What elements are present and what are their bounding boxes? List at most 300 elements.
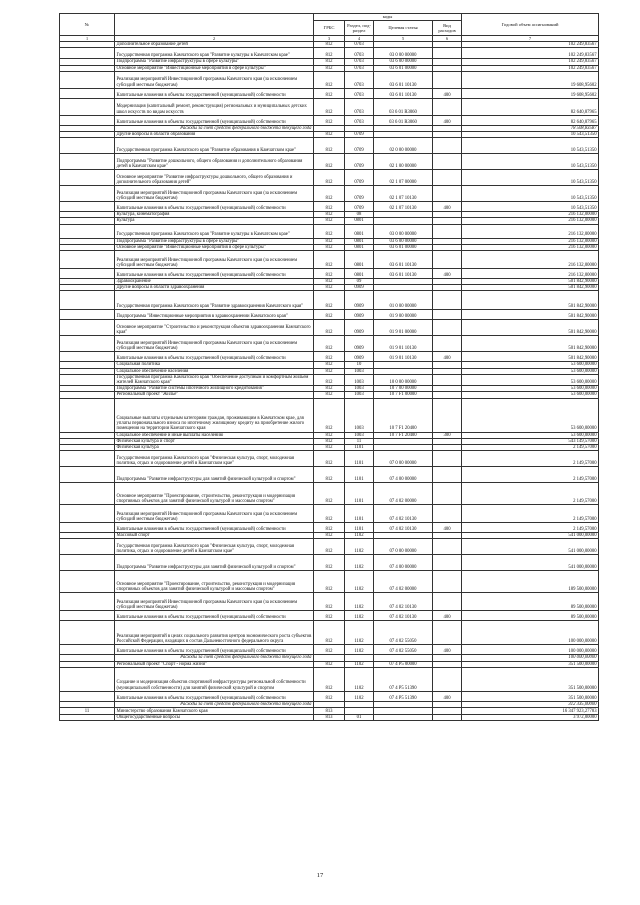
cell-section: 0703: [345, 98, 374, 115]
budget-table-sheet: [59, 13, 598, 721]
cell-name: Подпрограмма "Развитие инфраструктуры в сфере культуры": [115, 59, 314, 65]
cell-amount: 10 543,51350: [462, 138, 599, 154]
header-codes: коды: [314, 14, 462, 21]
cell-amount: 2 149,57000: [462, 467, 599, 483]
cell-grbs: 812: [314, 505, 345, 523]
cell-target-article: 10 0 00 00000: [374, 374, 433, 385]
cell-section: 1102: [345, 621, 374, 645]
cell-expense-type: [433, 539, 462, 555]
cell-name: Дополнительное образование детей: [115, 42, 314, 48]
cell-name: Капитальные вложения в объекты государственной (муниципальной) собственности: [115, 611, 314, 621]
cell-target-article: 07 0 00 00000: [374, 451, 433, 467]
cell-amount: 541 000,00000: [462, 533, 599, 539]
cell-section: 0909: [345, 291, 374, 310]
cell-section: 0801: [345, 244, 374, 250]
cell-grbs: 812: [314, 279, 345, 285]
cell-amount: 53 600,00000: [462, 432, 599, 438]
cell-amount: 102 249,83567: [462, 48, 599, 59]
cell-target-article: 07 4 02 55050: [374, 621, 433, 645]
cell-name: Государственная программа Камчатского края "Развитие культуры в Камчатском крае": [115, 224, 314, 238]
cell-target-article: 01 9 00 00000: [374, 310, 433, 320]
cell-name: Основное мероприятие "Инвестиционные мероприятия в сфере культуры": [115, 65, 314, 71]
cell-section: 0709: [345, 132, 374, 138]
cell-expense-type: [433, 291, 462, 310]
table-row: [60, 467, 599, 483]
cell-section: 1003: [345, 392, 374, 398]
cell-name: Подпрограмма "Развитие инфраструктуры в сфере культуры": [115, 238, 314, 244]
cell-name: Капитальные вложения в объекты государственной (муниципальной) собственности: [115, 269, 314, 279]
cell-target-article: 03 6 01 00000: [374, 65, 433, 71]
cell-target-article: 07 4 00 00000: [374, 467, 433, 483]
table-row: [60, 170, 599, 186]
cell-amount: 53 600,00000: [462, 398, 599, 432]
budget-table: [59, 13, 599, 721]
cell-expense-type: [433, 374, 462, 385]
cell-section: 1101: [345, 523, 374, 533]
cell-target-article: 03 6 01 10130: [374, 88, 433, 98]
table-row: [60, 505, 599, 523]
cell-amount: 100 000,00000: [462, 645, 599, 655]
cell-section: 0801: [345, 269, 374, 279]
cell-section: 1102: [345, 645, 374, 655]
cell-section: 0909: [345, 320, 374, 336]
col-number-3: 3: [314, 36, 345, 42]
cell-amount: 501 842,90000: [462, 279, 599, 285]
cell-grbs: 812: [314, 438, 345, 444]
table-row: [60, 186, 599, 202]
cell-amount: 10 543,51350: [462, 132, 599, 138]
cell-grbs: 812: [314, 621, 345, 645]
cell-target-article: [374, 708, 433, 715]
cell-number: [60, 611, 115, 621]
cell-number: [60, 571, 115, 593]
header-target: Целевая статья: [374, 21, 433, 36]
cell-expense-type: 400: [433, 691, 462, 701]
cell-name: Модернизация (капитальный ремонт, реконструкция) региональных и муниципальных детских школ искусств по видам искусств: [115, 98, 314, 115]
cell-grbs: 812: [314, 392, 345, 398]
cell-section: 1003: [345, 386, 374, 392]
cell-name: Основное мероприятие "Строительство и реконструкция объектов здравоохранения Камчатского края": [115, 320, 314, 336]
cell-target-article: 03 6 01 00000: [374, 244, 433, 250]
cell-name: Культура: [115, 218, 314, 224]
cell-name: Подпрограмма "Развитие инфраструктуры для занятий физической культурой и спортом": [115, 467, 314, 483]
cell-amount: 10 543,51350: [462, 186, 599, 202]
cell-number: [60, 138, 115, 154]
cell-grbs: 812: [314, 186, 345, 202]
cell-section: 0703: [345, 48, 374, 59]
cell-expense-type: [433, 224, 462, 238]
cell-target-article: 07 4 P5 51390: [374, 691, 433, 701]
cell-section: 01: [345, 715, 374, 721]
cell-expense-type: 400: [433, 352, 462, 362]
cell-section: 0709: [345, 170, 374, 186]
cell-section: 1101: [345, 505, 374, 523]
page-number: 17: [316, 872, 324, 879]
cell-amount: 501 842,90000: [462, 310, 599, 320]
cell-amount: 89 500,00000: [462, 611, 599, 621]
cell-expense-type: [433, 71, 462, 88]
cell-name: Реализация мероприятий Инвестиционной программы Камчатского края (за исключением субсидий местным бюджетам): [115, 505, 314, 523]
cell-amount: 78 508,83587: [462, 125, 599, 131]
cell-section: 0703: [345, 42, 374, 48]
cell-name: Подпрограмма "Развитие дошкольного, общего образования и дополнительного образования детей в Камчатском крае": [115, 154, 314, 170]
cell-amount: 216 132,00000: [462, 269, 599, 279]
cell-section: 0909: [345, 310, 374, 320]
table-row: [60, 539, 599, 555]
cell-amount: 2 149,57000: [462, 445, 599, 451]
header-amount: Годовой объем ассигнований: [462, 14, 599, 36]
cell-amount: 19 608,95602: [462, 71, 599, 88]
cell-amount: 53 600,00000: [462, 386, 599, 392]
table-row: [60, 708, 599, 715]
cell-grbs: 812: [314, 451, 345, 467]
cell-amount: 2 149,57000: [462, 523, 599, 533]
cell-grbs: 812: [314, 238, 345, 244]
cell-name: Реализация мероприятий в целях социального развития центров экономического роста субъектов Российской Федерации, входящих в состав Дальневосточного федерального округа: [115, 621, 314, 645]
cell-grbs: 812: [314, 432, 345, 438]
cell-expense-type: 400: [433, 202, 462, 212]
table-row: [60, 202, 599, 212]
col-number-1: 1: [60, 36, 115, 42]
cell-expense-type: [433, 715, 462, 721]
table-row: [60, 310, 599, 320]
cell-name: Социальные выплаты отдельным категориям граждан, проживающим в Камчатском крае, для уплаты первоначального взноса по ипотечному жилищному кредиту на приобретение жилого помещения на территории Камчатского края: [115, 398, 314, 432]
cell-expense-type: [433, 555, 462, 571]
table-row: [60, 571, 599, 593]
cell-amount: 82 640,87965: [462, 98, 599, 115]
cell-number: [60, 154, 115, 170]
cell-section: 0909: [345, 336, 374, 352]
cell-name: Расходы за счет средств федерального бюджета текущего года: [115, 701, 314, 707]
cell-name: Реализация мероприятий Инвестиционной программы Камчатского края (за исключением субсидий местным бюджетам): [115, 251, 314, 269]
cell-target-article: 02 1 07 10130: [374, 186, 433, 202]
cell-grbs: 812: [314, 374, 345, 385]
table-row: [60, 88, 599, 98]
cell-number: [60, 310, 115, 320]
cell-name: Массовый спорт: [115, 533, 314, 539]
cell-expense-type: [433, 186, 462, 202]
cell-name: Реализация мероприятий Инвестиционной программы Камчатского края (за исключением субсидий местным бюджетам): [115, 336, 314, 352]
cell-section: 1101: [345, 451, 374, 467]
cell-amount: 102 249,83567: [462, 65, 599, 71]
table-row: [60, 71, 599, 88]
cell-section: 0703: [345, 71, 374, 88]
cell-expense-type: [433, 320, 462, 336]
cell-grbs: 812: [314, 138, 345, 154]
cell-expense-type: [433, 571, 462, 593]
col-number-7: 7: [462, 36, 599, 42]
cell-name: Социальная политика: [115, 362, 314, 368]
cell-expense-type: [433, 398, 462, 432]
cell-grbs: 812: [314, 154, 345, 170]
cell-grbs: 812: [314, 533, 345, 539]
cell-target-article: 03 6 01 R3060: [374, 98, 433, 115]
cell-grbs: 812: [314, 88, 345, 98]
cell-section: 1101: [345, 467, 374, 483]
cell-name: Государственная программа Камчатского края "Развитие здравоохранения Камчатского края": [115, 291, 314, 310]
cell-section: 0709: [345, 186, 374, 202]
cell-amount: 102 249,83567: [462, 59, 599, 65]
cell-number: [60, 398, 115, 432]
cell-amount: 541 000,00000: [462, 539, 599, 555]
cell-name: Капитальные вложения в объекты государственной (муниципальной) собственности: [115, 202, 314, 212]
cell-name: Реализация мероприятий Инвестиционной программы Камчатского края (за исключением субсидий местным бюджетам): [115, 186, 314, 202]
cell-name: Расходы за счет средств федерального бюджета текущего года: [115, 125, 314, 131]
cell-amount: 16 347 923,27783: [462, 708, 599, 715]
cell-amount: 351 500,00000: [462, 667, 599, 691]
header-type: Вид расходов: [433, 21, 462, 36]
cell-amount: 216 132,00000: [462, 238, 599, 244]
cell-amount: 541 000,00000: [462, 555, 599, 571]
cell-number: [60, 352, 115, 362]
cell-section: 1102: [345, 555, 374, 571]
cell-grbs: 812: [314, 555, 345, 571]
cell-grbs: 812: [314, 691, 345, 701]
cell-section: 0801: [345, 251, 374, 269]
cell-name: Другие вопросы в области образования: [115, 132, 314, 138]
cell-section: [345, 708, 374, 715]
cell-target-article: 07 4 02 00000: [374, 483, 433, 505]
cell-amount: 53 600,00000: [462, 368, 599, 374]
cell-amount: 2 149,57000: [462, 483, 599, 505]
cell-number: [60, 336, 115, 352]
cell-target-article: 07 4 02 10130: [374, 505, 433, 523]
cell-target-article: 03 6 00 00000: [374, 59, 433, 65]
cell-section: 10: [345, 362, 374, 368]
cell-target-article: 02 0 00 00000: [374, 138, 433, 154]
cell-section: 1102: [345, 593, 374, 611]
cell-amount: 216 132,00000: [462, 244, 599, 250]
cell-expense-type: 400: [433, 269, 462, 279]
cell-name: Региональный проект "Спорт - норма жизни": [115, 661, 314, 667]
table-row: [60, 645, 599, 655]
cell-amount: 100 000,00000: [462, 655, 599, 661]
cell-name: Государственная программа Камчатского края "Развитие культуры в Камчатском крае": [115, 48, 314, 59]
cell-expense-type: [433, 310, 462, 320]
cell-section: 0801: [345, 238, 374, 244]
cell-target-article: 07 4 02 00000: [374, 571, 433, 593]
cell-number: [60, 224, 115, 238]
cell-target-article: 03 0 00 00000: [374, 48, 433, 59]
cell-grbs: 812: [314, 170, 345, 186]
cell-grbs: 812: [314, 115, 345, 125]
cell-amount: 501 842,90000: [462, 320, 599, 336]
cell-expense-type: 400: [433, 611, 462, 621]
cell-grbs: 812: [314, 310, 345, 320]
table-row: [60, 336, 599, 352]
cell-number: [60, 48, 115, 59]
cell-name: Социальное обеспечение населения: [115, 368, 314, 374]
cell-amount: 216 132,00000: [462, 218, 599, 224]
cell-name: Реализация мероприятий Инвестиционной программы Камчатского края (за исключением субсидий местным бюджетам): [115, 71, 314, 88]
cell-grbs: 812: [314, 59, 345, 65]
cell-grbs: 812: [314, 362, 345, 368]
table-row: [60, 374, 599, 385]
cell-grbs: 812: [314, 667, 345, 691]
cell-section: 1101: [345, 483, 374, 505]
cell-section: 11: [345, 438, 374, 444]
table-row: [60, 115, 599, 125]
cell-grbs: 812: [314, 285, 345, 291]
cell-expense-type: [433, 451, 462, 467]
table-row: [60, 269, 599, 279]
cell-grbs: 812: [314, 320, 345, 336]
cell-amount: 53 600,00000: [462, 374, 599, 385]
col-number-5: 5: [374, 36, 433, 42]
cell-name: Государственная программа Камчатского края "Физическая культура, спорт, молодежная политика, отдых и оздоровление детей в Камчатском крае": [115, 451, 314, 467]
cell-section: 1003: [345, 374, 374, 385]
cell-target-article: 01 9 01 10130: [374, 352, 433, 362]
table-body: [60, 42, 599, 721]
cell-amount: 351 500,00000: [462, 661, 599, 667]
cell-section: 1101: [345, 445, 374, 451]
cell-name: Физическая культура: [115, 445, 314, 451]
cell-number: [60, 202, 115, 212]
cell-target-article: 01 9 01 00000: [374, 320, 433, 336]
cell-grbs: 812: [314, 539, 345, 555]
cell-expense-type: 400: [433, 115, 462, 125]
cell-grbs: 812: [314, 48, 345, 59]
cell-name: Социальное обеспечение и иные выплаты населению: [115, 432, 314, 438]
cell-amount: 82 640,87965: [462, 115, 599, 125]
cell-amount: 216 132,00000: [462, 212, 599, 218]
table-row: [60, 48, 599, 59]
cell-target-article: 03 6 01 R3060: [374, 115, 433, 125]
cell-grbs: 812: [314, 71, 345, 88]
cell-target-article: 02 1 07 00000: [374, 170, 433, 186]
cell-section: 1102: [345, 691, 374, 701]
cell-section: 1102: [345, 539, 374, 555]
cell-amount: 216 132,00000: [462, 251, 599, 269]
cell-target-article: 07 0 00 00000: [374, 539, 433, 555]
cell-target-article: 07 4 P5 00000: [374, 661, 433, 667]
table-row: [60, 451, 599, 467]
cell-section: 1003: [345, 368, 374, 374]
cell-name: Основное мероприятие "Проектирование, строительство, реконструкция и модернизация спортивных объектов для занятий физической культурой и массовым спортом": [115, 571, 314, 593]
cell-grbs: 812: [314, 244, 345, 250]
cell-name: Капитальные вложения в объекты государственной (муниципальной) собственности: [115, 88, 314, 98]
cell-grbs: 813: [314, 708, 345, 715]
cell-amount: 10 543,51350: [462, 170, 599, 186]
table-header: [60, 14, 599, 42]
cell-grbs: 812: [314, 251, 345, 269]
cell-number: [60, 593, 115, 611]
cell-grbs: 812: [314, 445, 345, 451]
cell-number: [60, 667, 115, 691]
cell-amount: 19 608,95602: [462, 88, 599, 98]
cell-grbs: 812: [314, 224, 345, 238]
cell-number: [60, 269, 115, 279]
cell-section: 0703: [345, 115, 374, 125]
cell-amount: 10 543,51350: [462, 202, 599, 212]
cell-expense-type: 400: [433, 645, 462, 655]
cell-grbs: 812: [314, 202, 345, 212]
header-section: Раздел, под-раздел: [345, 21, 374, 36]
cell-number: [60, 115, 115, 125]
cell-expense-type: [433, 251, 462, 269]
cell-grbs: 812: [314, 269, 345, 279]
cell-section: 0909: [345, 285, 374, 291]
cell-amount: 501 842,90000: [462, 352, 599, 362]
cell-name: Реализация мероприятий Инвестиционной программы Камчатского края (за исключением субсидий местным бюджетам): [115, 593, 314, 611]
cell-number: [60, 88, 115, 98]
cell-number: [60, 374, 115, 385]
cell-name: Государственная программа Камчатского края "Обеспечение доступным и комфортным жильем жителей Камчатского края": [115, 374, 314, 385]
cell-expense-type: [433, 708, 462, 715]
cell-number: [60, 555, 115, 571]
cell-target-article: 10 7 F1 00000: [374, 392, 433, 398]
cell-expense-type: [433, 667, 462, 691]
cell-name: Основное мероприятие "Инвестиционные мероприятия в сфере культуры": [115, 244, 314, 250]
cell-amount: 2 149,57000: [462, 505, 599, 523]
cell-number: [60, 621, 115, 645]
table-row: [60, 320, 599, 336]
cell-amount: 53 600,00000: [462, 392, 599, 398]
cell-grbs: 812: [314, 661, 345, 667]
cell-target-article: 03 0 00 00000: [374, 224, 433, 238]
cell-amount: 102 249,83567: [462, 42, 599, 48]
cell-target-article: 01 9 01 10130: [374, 336, 433, 352]
cell-number: [60, 645, 115, 655]
cell-target-article: 07 4 00 00000: [374, 555, 433, 571]
cell-target-article: 07 4 02 10130: [374, 523, 433, 533]
cell-target-article: 07 4 02 10130: [374, 593, 433, 611]
cell-section: 1003: [345, 432, 374, 438]
cell-amount: 3 972,00000: [462, 715, 599, 721]
cell-section: 09: [345, 279, 374, 285]
cell-name: Создание и модернизация объектов спортивной инфраструктуры региональной собственности (муниципальной собственности) для занятий физической культурой и спортом: [115, 667, 314, 691]
cell-target-article: 03 6 01 10130: [374, 251, 433, 269]
cell-section: 1003: [345, 398, 374, 432]
cell-name: Министерство образования Камчатского края: [115, 708, 314, 715]
cell-name: Государственная программа Камчатского края "Развитие образования в Камчатском крае": [115, 138, 314, 154]
cell-section: 0709: [345, 202, 374, 212]
cell-grbs: 812: [314, 611, 345, 621]
cell-number: [60, 186, 115, 202]
cell-target-article: 07 4 02 10130: [374, 611, 433, 621]
cell-amount: 89 500,00000: [462, 593, 599, 611]
cell-amount: 501 842,90000: [462, 336, 599, 352]
cell-amount: 53 600,00000: [462, 362, 599, 368]
cell-expense-type: [433, 621, 462, 645]
cell-grbs: 812: [314, 593, 345, 611]
cell-amount: 351 500,00000: [462, 691, 599, 701]
cell-name: Культура, кинематография: [115, 212, 314, 218]
cell-expense-type: 400: [433, 523, 462, 533]
cell-number: [60, 467, 115, 483]
cell-name: Капитальные вложения в объекты государственной (муниципальной) собственности: [115, 352, 314, 362]
cell-name: Подпрограмма "Инвестиционные мероприятия в здравоохранении Камчатского края": [115, 310, 314, 320]
cell-section: 0709: [345, 154, 374, 170]
col-number-6: 6: [433, 36, 462, 42]
cell-expense-type: [433, 593, 462, 611]
cell-amount: 312 335,00000: [462, 701, 599, 707]
cell-section: 1102: [345, 667, 374, 691]
table-row: [60, 224, 599, 238]
cell-name: Физическая культура и спорт: [115, 438, 314, 444]
cell-amount: 501 842,90000: [462, 291, 599, 310]
cell-number: [60, 505, 115, 523]
cell-target-article: 10 7 F1 20400: [374, 398, 433, 432]
cell-amount: 216 132,00000: [462, 224, 599, 238]
cell-name: Капитальные вложения в объекты государственной (муниципальной) собственности: [115, 645, 314, 655]
cell-number: [60, 539, 115, 555]
table-row: [60, 251, 599, 269]
cell-name: Основное мероприятие "Проектирование, строительство, реконструкция и модернизация спортивных объектов для занятий физической культурой и массовым спортом": [115, 483, 314, 505]
cell-target-article: 03 6 01 10130: [374, 269, 433, 279]
cell-number: [60, 691, 115, 701]
cell-section: 0801: [345, 218, 374, 224]
